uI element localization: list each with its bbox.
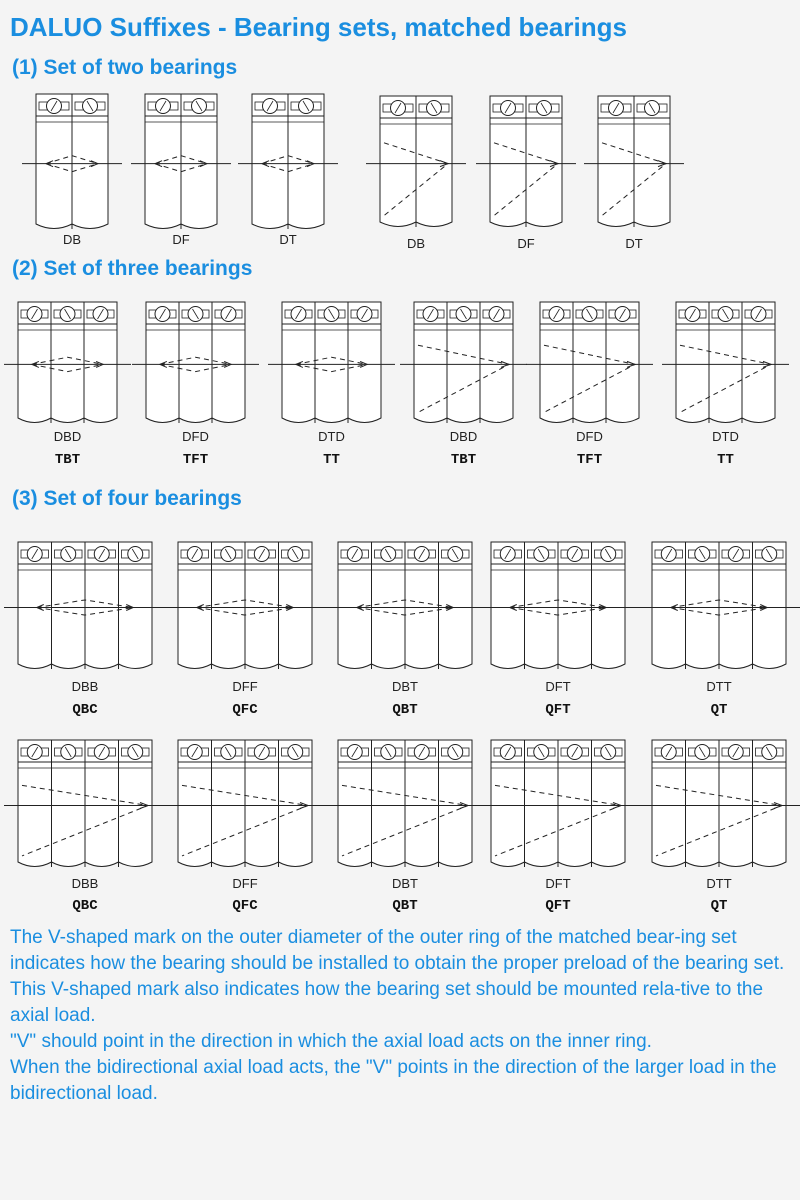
note-paragraph: When the bidirectional axial load acts, the "V" points in the direction of the larger load in the bidirectional load. xyxy=(10,1057,777,1104)
bearing-set-diagram xyxy=(4,302,131,468)
arrangement-alt-label: QBC xyxy=(72,702,98,718)
bearing-set-diagram xyxy=(477,740,639,914)
arrangement-code-label: DFF xyxy=(232,876,258,891)
arrangement-code-label: DFD xyxy=(576,429,603,444)
page-title: DALUO Suffixes - Bearing sets, matched bearings xyxy=(10,12,627,42)
arrangement-alt-label: TBT xyxy=(54,452,81,468)
arrangement-alt-label: QT xyxy=(710,898,728,914)
bearing-set-diagram xyxy=(268,302,395,468)
bearing-set-diagram xyxy=(4,542,166,718)
bearing-set-diagram xyxy=(324,542,486,718)
arrangement-code-label: DFF xyxy=(232,679,258,694)
bearing-set-diagram xyxy=(584,96,684,251)
arrangement-alt-label: TT xyxy=(717,452,734,468)
arrangement-code-label: DBD xyxy=(449,429,478,444)
bearing-set-diagram xyxy=(238,94,338,247)
arrangement-alt-label: TFT xyxy=(182,452,209,468)
bearing-set-diagram xyxy=(132,302,259,468)
bearing-set-diagram xyxy=(662,302,789,468)
arrangement-code-label: DT xyxy=(279,232,297,247)
arrangement-code-label: DBT xyxy=(392,679,418,694)
arrangement-alt-label: TBT xyxy=(450,452,477,468)
bearing-set-diagram xyxy=(366,96,466,251)
arrangement-alt-label: QT xyxy=(710,702,728,718)
arrangement-alt-label: QBT xyxy=(392,702,418,718)
section-title-two-bearings: (1) Set of two bearings xyxy=(12,56,238,79)
note-paragraph: The V-shaped mark on the outer diameter of the outer ring of the matched bear-ing set indicates how the bearing should be installed to obtain the proper preload of the bearing set. xyxy=(10,927,785,974)
arrangement-code-label: DBT xyxy=(392,876,418,891)
arrangement-code-label: DTD xyxy=(712,429,739,444)
arrangement-alt-label: QBT xyxy=(392,898,418,914)
arrangement-code-label: DB xyxy=(406,236,426,251)
arrangement-code-label: DF xyxy=(517,236,535,251)
arrangement-code-label: DBD xyxy=(53,429,82,444)
bearing-set-diagram xyxy=(638,740,800,914)
arrangement-code-label: DTD xyxy=(318,429,345,444)
arrangement-alt-label: TT xyxy=(323,452,340,468)
arrangement-alt-label: QFT xyxy=(545,898,571,914)
arrangement-code-label: DFD xyxy=(182,429,209,444)
arrangement-alt-label: QFC xyxy=(232,898,258,914)
notes-block xyxy=(10,925,796,1107)
bearing-set-diagram xyxy=(400,302,527,468)
bearing-set-diagram xyxy=(4,740,166,914)
bearing-set-diagram xyxy=(22,94,122,247)
arrangement-alt-label: QBC xyxy=(72,898,98,914)
arrangement-code-label: DT xyxy=(625,236,643,251)
arrangement-code-label: DF xyxy=(172,232,190,247)
bearing-set-diagram xyxy=(638,542,800,718)
note-paragraph: This V-shaped mark also indicates how the bearing set should be mounted rela-tive to the axial load. xyxy=(10,979,764,1026)
arrangement-code-label: DFT xyxy=(545,876,571,891)
bearing-set-diagram xyxy=(324,740,486,914)
arrangement-code-label: DB xyxy=(62,232,82,247)
arrangement-code-label: DTT xyxy=(706,876,732,891)
arrangement-code-label: DFT xyxy=(545,679,571,694)
bearing-set-diagram xyxy=(131,94,231,247)
section-title-three-bearings: (2) Set of three bearings xyxy=(12,257,253,280)
bearing-set-diagram xyxy=(477,542,639,718)
bearing-set-diagram xyxy=(476,96,576,251)
bearing-set-diagram xyxy=(526,302,653,468)
arrangement-alt-label: QFC xyxy=(232,702,258,718)
arrangement-alt-label: TFT xyxy=(576,452,603,468)
bearing-set-diagram xyxy=(164,542,326,718)
arrangement-code-label: DTT xyxy=(706,679,732,694)
arrangement-alt-label: QFT xyxy=(545,702,571,718)
note-paragraph: "V" should point in the direction in which the axial load acts on the inner ring. xyxy=(10,1031,652,1052)
section-title-four-bearings: (3) Set of four bearings xyxy=(12,487,242,510)
bearing-set-diagram xyxy=(164,740,326,914)
arrangement-code-label: DBB xyxy=(71,876,99,891)
arrangement-code-label: DBB xyxy=(71,679,99,694)
